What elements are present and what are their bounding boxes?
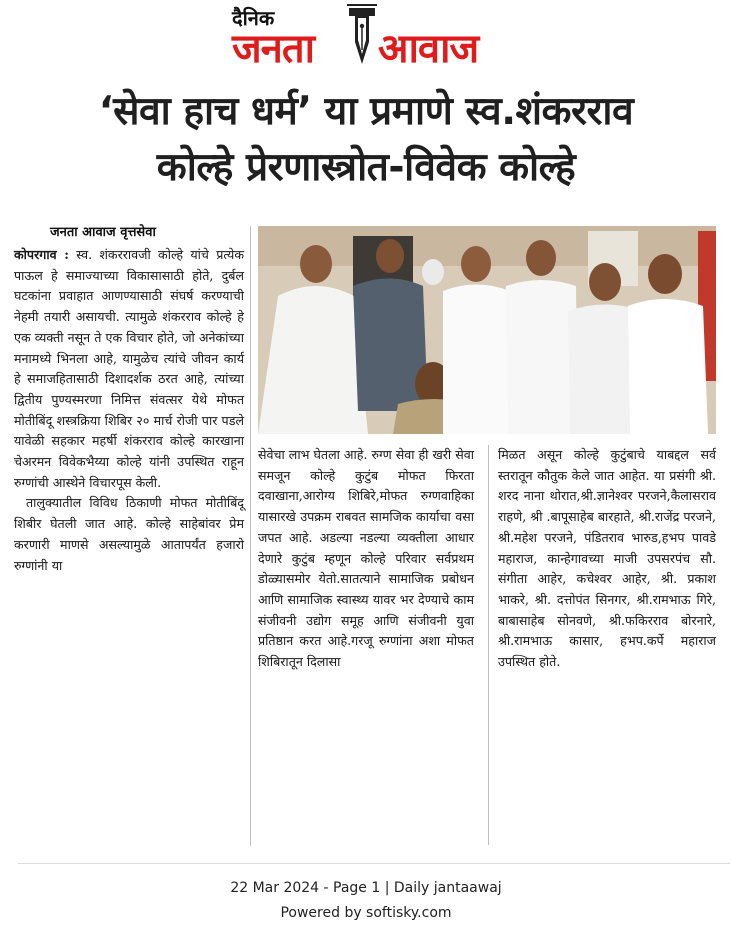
column-divider [488,445,489,845]
footer-powered-by: Powered by softisky.com [280,905,452,921]
byline: जनता आवाज वृत्तसेवा [50,225,156,240]
masthead-prefix: दैनिक [232,6,275,30]
article-paragraph [14,245,244,493]
article-column-1 [14,245,244,845]
dateline: कोपरगाव : [14,247,69,262]
article-column-3: मिळत असून कोल्हे कुटुंबाचे याबद्दल सर्व स्तरातून कौतुक केले जात आहेत. या प्रसंगी श्री. शरद नाना थोरात,श्री.ज्ञानेश्वर परजने,कैलासराव राहणे, श्री .बापूसाहेब बारहाते, श्री.राजेंद्र परजने, श्री.महेश परजने, पंडितराव भारुड,हभप पावडे महाराज, कान्हेगावच्या माजी उपसरपंच सौ. संगीता आहेर, कचेश्वर आहेर, श्री. प्रकाश भाकरे, श्री. दत्तोपंत सिनगर, श्री.रामभाऊ गिरे, बाबासाहेब सोनवणे, श्री.फकिरराव बोरनारे, श्री.रामभाऊ कासार, हभप.कर्पे महाराज उपस्थित होते. [498,447,716,670]
event-photo [258,226,716,434]
masthead-title-left: जनता [232,26,315,72]
headline-line-2: कोल्हे प्रेरणास्त्रोत-विवेक कोल्हे [156,145,576,190]
article-paragraph: तालुक्यातील विविध ठिकाणी मोफत मोतीबिंदू शिबीर घेतली जात आहे. कोल्हे साहेबांवर प्रेम करणारी माणसे असल्यामुळे आतापर्यंत हजारो रुग्णांनी या [14,495,244,573]
headline-line-1: ‘सेवा हाच धर्म’ या प्रमाणे स्व.शंकरराव [98,89,634,134]
masthead-title-right: आवाज [378,26,479,72]
pen-nib-logo-icon [345,2,379,70]
event-photo-illustration [258,226,716,434]
article-column-2: सेवेचा लाभ घेतला आहे. रुग्ण सेवा ही खरी सेवा समजून कोल्हे कुटुंब मोफत फिरता दवाखाना,आरोग्य शिबिरे,मोफत रुग्णवाहिका यासारखे उपक्रम राबवत सामजिक कार्याचा वसा जपत आहे. अडल्या नडल्या व्यक्तीला आधार देणारे कुटुंब म्हणून कोल्हे परिवार सर्वप्रथम डोळ्यासमोर येतो.सातत्याने सामाजिक प्रबोधन आणि सामाजिक स्वास्थ्य यावर भर देण्याचे काम संजीवनी उद्योग समूह आणि संजीवनी युवा प्रतिष्ठान करत आहे.गरजू रुग्णांना अशा मोफत शिबिरातून दिलासा [258,447,474,670]
footer-edition-info: 22 Mar 2024 - Page 1 | Daily jantaawaj [230,880,502,896]
footer-divider [18,863,730,864]
column-divider [250,226,251,846]
paragraph-text: स्व. शंकररावजी कोल्हे यांचे प्रत्येक पाऊल हे समाज्याच्या विकासासाठी होते, दुर्बल घटकांना प्रवाहात आणण्यासाठी संघर्ष करण्याची नेहमी तयारी असायची. त्यामुळे शंकरराव कोल्हे हे एक व्यक्ती नसून ते एक विचार होते, जो अनेकांच्या मनामध्ये भिनला आहे, यामुळेच त्यांचे जीवन कार्य हे समाजहितासाठी दिशादर्शक ठरत आहे, त्यांच्या द्वितीय पुण्यस्मरणा निमित्त संवत्सर येथे मोफत मोतीबिंदू शस्त्रक्रिया शिबिर २० मार्च रोजी पार पडले यावेळी सहकार महर्षी शंकरराव कोल्हे कारखाना चेअरमन विवेकभैय्या कोल्हे यांनी उपस्थित राहून रुग्णांची आस्थेने विचारपूस केली. [14,247,244,490]
article-headline [10,84,722,196]
masthead [0,0,732,80]
